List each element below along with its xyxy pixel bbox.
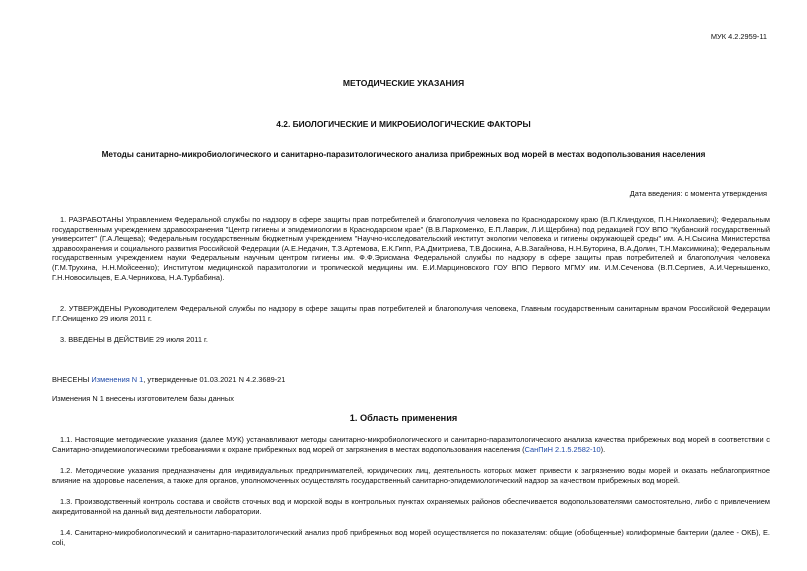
paragraph-developed xyxy=(52,215,770,282)
amendments-suffix: , утвержденные 01.03.2021 N 4.2.3689-21 xyxy=(143,375,286,384)
paragraph-1-3 xyxy=(52,497,770,516)
paragraph-1-1-text: 1.1. Настоящие методические указания (далее МУК) устанавливают методы санитарно-микробиологического и санитарно-паразитологического анализа качества прибрежных вод морей в соответствии с Санитарно-эпидемиологическими требованиями к охране прибрежных вод морей от загрязнения в местах водопользования населения ( xyxy=(52,435,770,454)
doc-type-title: МЕТОДИЧЕСКИЕ УКАЗАНИЯ xyxy=(342,78,465,88)
paragraph-1-2 xyxy=(52,466,770,485)
amendments-note: Изменения N 1 внесены изготовителем базы данных xyxy=(52,394,234,403)
paragraph-1-3-text: 1.3. Производственный контроль состава и свойств сточных вод и морской воды в контрольных пунктах охраняемых районов обеспечивается водопользователями самостоятельно, либо с привлечением аккредитованной на данный вид деятельности лаборатории. xyxy=(52,497,770,516)
paragraph-enacted xyxy=(52,335,770,345)
doc-code: МУК 4.2.2959-11 xyxy=(710,32,767,41)
paragraph-enacted-text: 3. ВВЕДЕНЫ В ДЕЙСТВИЕ 29 июля 2011 г. xyxy=(60,335,208,344)
paragraph-1-4-text: 1.4. Санитарно-микробиологический и санитарно-паразитологический анализ проб прибрежных вод морей осуществляется по показателям: общие (обобщенные) колиформные бактерии (далее - ОКБ), E. coli, xyxy=(52,528,770,547)
effective-date: Дата введения: с момента утверждения xyxy=(629,189,767,198)
paragraph-1-1-end: ). xyxy=(600,444,606,454)
section-heading-scope: 1. Область применения xyxy=(349,413,458,423)
sanpin-link[interactable]: СанПиН 2.1.5.2582-10 xyxy=(524,444,601,454)
document-title: Методы санитарно-микробиологического и санитарно-паразитологического анализа прибрежных вод морей в местах водопользования населения xyxy=(101,150,706,159)
amendments-prefix: ВНЕСЕНЫ xyxy=(52,375,92,384)
paragraph-1-4 xyxy=(52,528,770,547)
amendments-line xyxy=(52,375,770,385)
paragraph-developed-text: 1. РАЗРАБОТАНЫ Управлением Федеральной службы по надзору в сфере защиты прав потребителей и благополучия человека по Краснодарскому краю (В.П.Клиндухов, П.Н.Николаевич); Федеральным государственным учреждением здравоохранения "Центр гигиены и эпидемиологии в Краснодарском крае" (В.В.Пархоменко, Е.П.Лаврик, Л.И.Щербина) под редакцией ГОУ ВПО "Кубанский государственный университет" (Г.А.Лещева); Федеральным государственным бюджетным учреждением "Научно-исследовательский институт экологии человека и гигиены окружающей среды" им. А.Н.Сысина Министерства здравоохранения и социального развития Российской Федерации (А.Е.Недачин, Т.З.Артемова, Е.К.Гипп, Р.А.Дмитриева, Т.В.Доскина, А.В.Загайнова, Н.Н.Буторина, В.А.Долин, Т.Н.Максимкина); Федеральным государственным учреждением науки Федеральным научным центром гигиены им. Ф.Ф.Эрисмана Федеральной службы по надзору в сфере защиты прав потребителей и благополучия человека (Г.М.Трухина, Н.Н.Мойсеенко); Институтом медицинской паразитологии и тропической медицины им. Е.И.Марциновского ГОУ ВПО Первого МГМУ им. И.М.Сеченова (В.П.Сергиев, А.И.Чернышенко, Г.Н.Новосильцев, Е.А.Черникова, Н.А.Турбабина). xyxy=(52,215,770,282)
paragraph-approved-text: 2. УТВЕРЖДЕНЫ Руководителем Федеральной службы по надзору в сфере защиты прав потребителей и благополучия человека, Главным государственным санитарным врачом Российской Федерации Г.Г.Онищенко 29 июля 2011 г. xyxy=(52,304,770,323)
paragraph-1-2-text: 1.2. Методические указания предназначены для индивидуальных предпринимателей, юридических лиц, деятельность которых может привести к загрязнению воды морей и оказать неблагоприятное влияние на здоровье населения, а также для органов, уполномоченных осуществлять государственный санитарно-эпидемиологический надзор за качеством прибрежных вод морей. xyxy=(52,466,770,485)
amendments-link[interactable]: Изменения N 1 xyxy=(91,375,144,384)
paragraph-approved xyxy=(52,304,770,323)
section-category-title: 4.2. БИОЛОГИЧЕСКИЕ И МИКРОБИОЛОГИЧЕСКИЕ ФАКТОРЫ xyxy=(276,119,531,129)
paragraph-1-1 xyxy=(52,435,770,454)
